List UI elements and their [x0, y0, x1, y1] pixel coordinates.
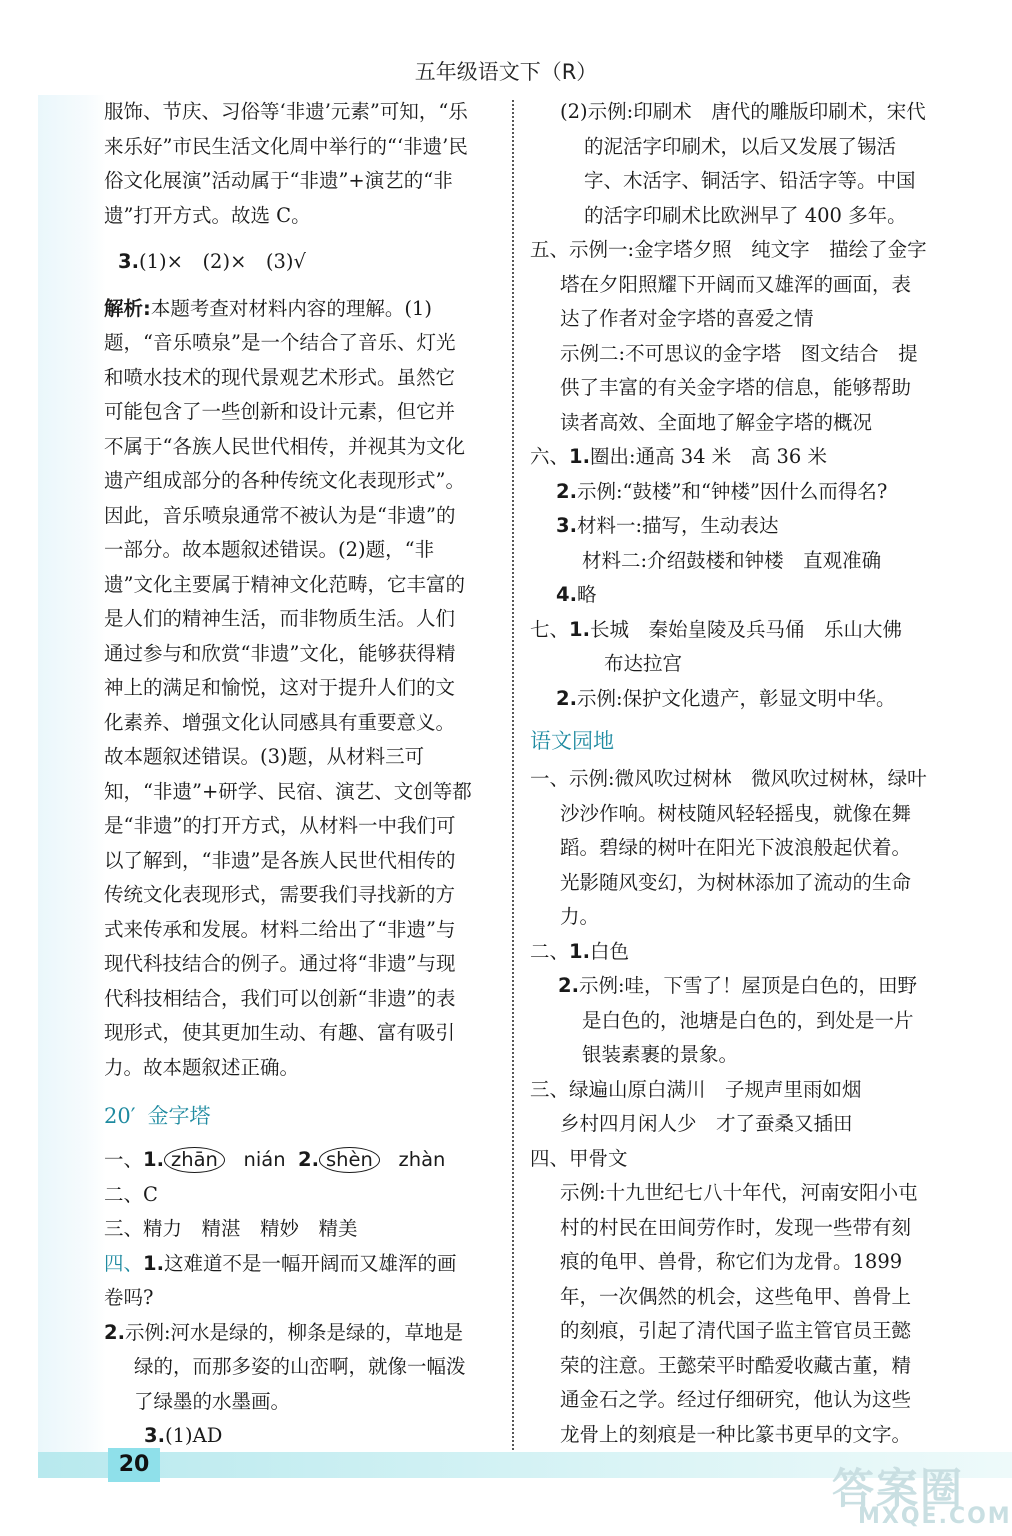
section-3: 三、精力 精湛 精妙 精美 — [104, 1217, 358, 1240]
column-divider — [512, 100, 514, 1450]
garden-4-title: 四、甲骨文 — [530, 1146, 628, 1170]
section-5-ex1: 五、示例一:金字塔夕照 纯文字 描绘了金字塔在夕阳照耀下开阔而又雄浑的画面，表达了作者对金字塔的喜爱之情 — [530, 238, 927, 330]
intro-paragraph: 服饰、节庆、习俗等‘非遗’元素”可知，“乐来乐好”市民生活文化周中举行的“‘非遗’民俗文化展演”活动属于“非遗”+演艺的“非遗”打开方式。故选 C。 — [104, 100, 468, 227]
section-4-item-3: 3.(1)AD — [144, 1424, 223, 1447]
garden-3-line1: 三、绿遍山原白满川 子规声里雨如烟 — [530, 1077, 862, 1101]
analysis-label: 解析: — [104, 296, 151, 320]
section-6-item-3-line2: 材料二:介绍鼓楼和钟楼 直观准确 — [582, 548, 882, 572]
left-column — [104, 95, 474, 1454]
section-6-item-2: 2.示例:“鼓楼”和“钟楼”因什么而得名? — [556, 479, 888, 503]
watermark-url: MXQE.COM — [858, 1504, 1012, 1529]
garden-4-text: 示例:十九世纪七八十年代，河南安阳小屯村的村民在田间劳作时，发现一些带有刻痕的龟甲、兽骨，称它们为龙骨。1899 年，一次偶然的机会，这些龟甲、兽骨上的刻痕，引起了清代国子监主管官员王懿荣的注意。王懿荣平时酷爱收藏古董，精通金石之学。经过仔细研究，他认为这些龙骨上的刻痕是一种比篆书更早的文字。 — [560, 1181, 918, 1446]
right-column — [530, 95, 930, 1452]
garden-2-item-1: 二、1.白色 — [530, 939, 630, 963]
section-6-item-1: 六、1.圈出:通高 34 米 高 36 米 — [530, 445, 827, 468]
watermark-text: 答案圈 — [832, 1464, 965, 1513]
section-1: 一、1. zhān nián 2. shèn zhàn — [104, 1148, 446, 1171]
garden-1: 一、示例:微风吹过树林 微风吹过树林，绿叶沙沙作响。树枝随风轻轻摇曳，就像在舞蹈。碧绿的树叶在阳光下波浪般起伏着。光影随风变幻，为树林添加了流动的生命力。 — [530, 767, 927, 928]
section-4-item-2: 2.示例:河水是绿的，柳条是绿的，草地是绿的，而那多姿的山峦啊，就像一幅泼了绿墨的水墨画。 — [104, 1320, 466, 1413]
section-6-item-3: 3.材料一:描写，生动表达 — [556, 514, 779, 537]
page-number: 20 — [108, 1448, 160, 1482]
pinyin-circled-2: shèn — [319, 1147, 380, 1173]
side-band — [38, 95, 106, 1475]
page-header: 五年级语文下（R） — [414, 60, 598, 84]
q2-example: (2)示例:印刷术 唐代的雕版印刷术，宋代的泥活字印刷术，以后又发展了锡活字、木活字、铜活字、铅活字等。中国的活字印刷术比欧洲早了 400 多年。 — [560, 100, 926, 227]
section-6-item-4: 4.略 — [556, 583, 597, 606]
section-7-item-1: 七、1.长城 秦始皇陵及兵马俑 乐山大佛 布达拉宫 — [530, 617, 922, 675]
section-2: 二、C — [104, 1182, 158, 1206]
analysis-text: 本题考查对材料内容的理解。(1)题，“音乐喷泉”是一个结合了音乐、灯光和喷水技术的现代景观艺术形式。虽然它可能包含了一些创新和设计元素，但它并不属于“各族人民世代相传，并视其为文化遗产组成部分的各种传统文化表现形式”。因此，音乐喷泉通常不被认为是“非遗”的一部分。故本题叙述错误。(2)题，“非遗”文化主要属于精神文化范畴，它丰富的是人们的精神生活，而非物质生活。人们通过参与和欣赏“非遗”文化，能够获得精神上的满足和愉悦，这对于提升人们的文化素养、增强文化认同感具有重要意义。故本题叙述错误。(3)题，从材料三可知，“非遗”+研学、民宿、演艺、文创等都是“非遗”的打开方式，从材料一中我们可以了解到，“非遗”是各族人民世代相传的传统文化表现形式，需要我们寻找新的方式来传承和发展。材料二给出了“非遗”与现代科技结合的例子。通过将“非遗”与现代科技相结合，我们可以创新“非遗”的表现形式，使其更加生动、有趣、富有吸引力。故本题叙述正确。 — [104, 296, 472, 1079]
section-5-ex2: 示例二:不可思议的金字塔 图文结合 提供了丰富的有关金字塔的信息，能够帮助读者高效、全面地了解金字塔的概况 — [560, 341, 918, 434]
analysis-paragraph — [104, 292, 474, 1086]
lesson-title: 20′ 金字塔 — [104, 1104, 211, 1128]
garden-2-item-2: 2.示例:哇，下雪了！屋顶是白色的，田野是白色的，池塘是白色的，到处是一片银装素裹的景象。 — [558, 974, 918, 1066]
section-7-item-2: 2.示例:保护文化遗产，彰显文明中华。 — [556, 686, 896, 710]
watermark-logo — [824, 1456, 1012, 1536]
section-4-item-1: 四、1.这难道不是一幅开阔而又雄浑的画卷吗? — [104, 1251, 457, 1309]
garden-title: 语文园地 — [530, 729, 614, 753]
pinyin-circled-1: zhān — [164, 1147, 225, 1173]
q3-answer: 3.(1)× (2)× (3)√ — [118, 250, 306, 273]
garden-3-line2: 乡村四月闲人少 才了蚕桑又插田 — [560, 1112, 853, 1135]
